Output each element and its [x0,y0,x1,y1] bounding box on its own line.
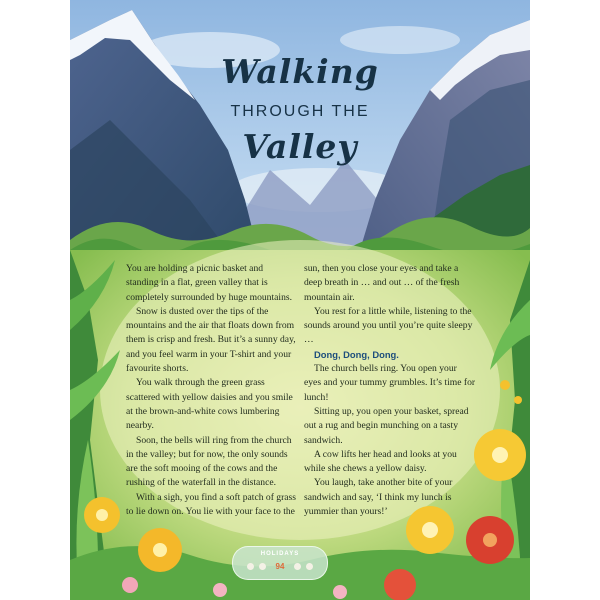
story-paragraph: Snow is dusted over the tips of the mountains and the air that floats down from them is crisp and fresh. But it’s a sunny day, and you feel warm in your T-shirt and your favourite shorts. [126,305,296,375]
flower-pink [333,585,347,599]
moon-icon [306,563,313,570]
section-label: HOLIDAYS [260,551,300,557]
story-paragraph: You laugh, take another bite of your sandwich and say, ‘I think my lunch is yummier than yours!’ [304,477,453,518]
page-number: 94 [275,562,285,571]
flower-red-small [384,569,416,600]
flower-yellow-left [84,497,120,533]
title-valley: Valley [242,127,358,166]
story-paragraph: A cow lifts her head and looks at you while she chews a yellow daisy. [304,448,457,475]
flower-yellow-tiny [500,380,510,390]
sound-effect: Dong, Dong, Dong. [314,348,399,360]
story-left-column [126,262,296,519]
story-right-column [304,262,476,519]
moon-icon [294,563,301,570]
flower-yellow-bottom-left [138,528,182,572]
flower-yellow-tiny [514,396,522,404]
story-paragraph: sun, then you close your eyes and take a deep breath in … and out … of the fresh mountain air. [304,263,460,303]
flower-pink [122,577,138,593]
flower-red [466,516,514,564]
story-paragraph: With a sigh, you find a soft patch of grass to lie down on. You lie with your face to the [126,491,297,518]
story-paragraph: You rest for a little while, listening to the sounds around you until you’re quite sleepy … [304,305,473,346]
flower-yellow-right [474,429,526,481]
story-paragraph: Sitting up, you open your basket, spread out a rug and begin munching on a tasty sandwich. [304,405,469,446]
title-through-the: THROUGH THE [230,103,370,120]
story-paragraph: The church bells ring. You open your eyes and your tummy grumbles. It’s time for lunch! [304,363,476,403]
storybook-page [70,0,530,600]
title-walking: Walking [221,52,379,91]
page-number-badge [232,546,328,580]
story-paragraph: You are holding a picnic basket and standing in a flat, green valley that is completely surrounded by huge mountains. [126,263,292,303]
flower-pink [213,583,227,597]
story-paragraph: You walk through the green grass scattered with yellow daisies and you smile at the brown-and-white cows lumbering nearby. [126,377,293,432]
cloud [340,26,460,54]
story-paragraph: Soon, the bells will ring from the church in the valley; but for now, the only sounds are the soft mooing of the cows and the rushing of the waterfall in the distance. [126,434,292,489]
